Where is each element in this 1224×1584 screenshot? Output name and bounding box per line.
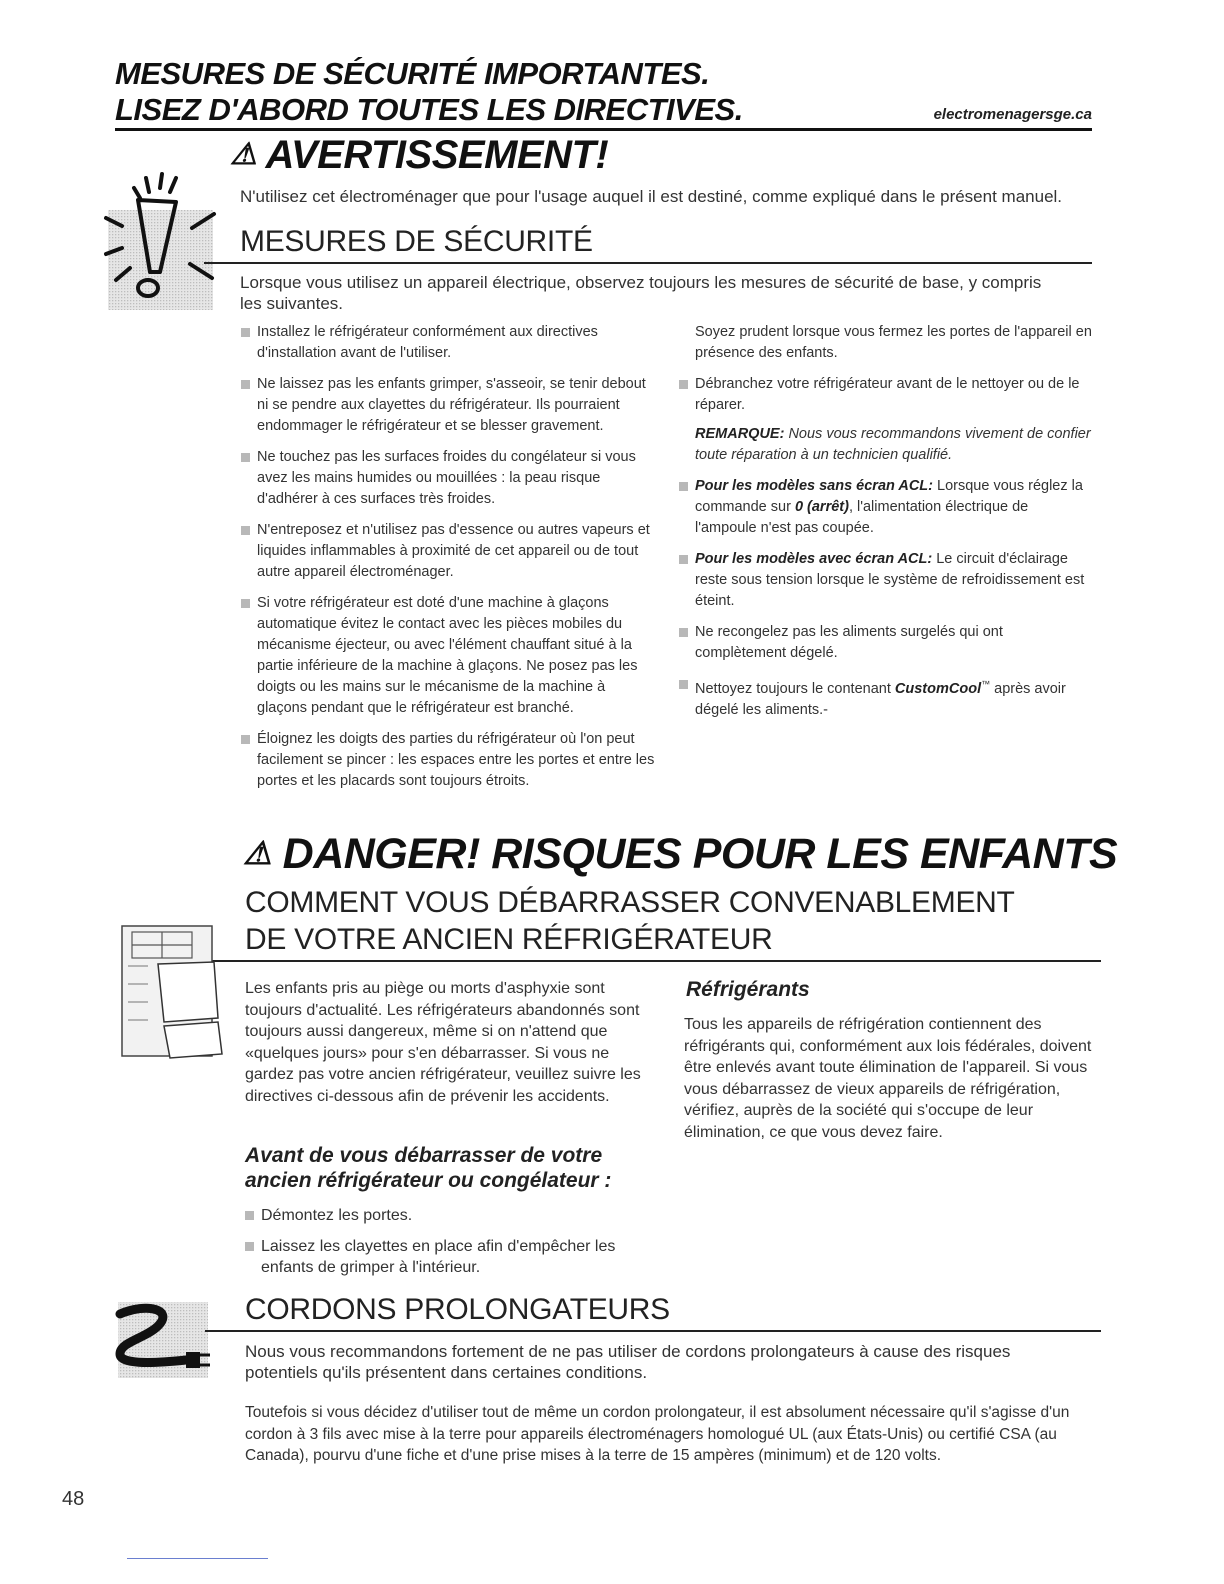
bullet-icon: [241, 526, 250, 535]
danger-body: Les enfants pris au piège ou morts d'asphyxie sont toujours d'actualité. Les réfrigérateurs abandonnés sont toujours aussi dangereux, même si on n'attend que «quelques jours» pour s'en débarrasser. Si vous ne gardez pas votre ancien réfrigérateur, veuillez suivre les directives ci-dessous afin de prévenir les accidents.: [245, 980, 641, 1105]
header-line-1: MESURES DE SÉCURITÉ IMPORTANTES.: [115, 56, 710, 91]
bullet-icon: [241, 328, 250, 337]
warning-triangle-icon: ⚠: [230, 138, 257, 171]
bullet-icon: [679, 482, 688, 491]
bullet-icon: [241, 380, 250, 389]
bullet-icon: [241, 599, 250, 608]
danger-rule: [205, 960, 1101, 962]
danger-subtitle-2: DE VOTRE ANCIEN RÉFRIGÉRATEUR: [245, 923, 773, 956]
safety-rule: [204, 262, 1092, 264]
danger-title-text: DANGER! RISQUES POUR LES ENFANTS: [282, 830, 1118, 878]
before-heading: Avant de vous débarrasser de votre ancien réfrigérateur ou congélateur :: [245, 1144, 612, 1192]
list-item: Si votre réfrigérateur est doté d'une machine à glaçons automatique évitez le contact avec les pièces mobiles du mécanisme éjecteur, ou avec l'élément chauffant situé à la partie inférieure de la machine à glaçons. Ne posez pas les doigts ou les mains sur le mécanisme de la machine à glaçons pendant que le réfrigérateur est branché.: [241, 593, 659, 719]
cords-para-2: Toutefois si vous décidez d'utiliser tout de même un cordon prolongateur, il est absolument nécessaire qu'il s'agisse d'un cordon à 3 fils avec mise à la terre pour appareils électroménagers homologué UL (aux États-Unis) ou certifié CSA (au Canada), pourvu d'une fiche et d'une prise mises à la terre de 15 ampères (minimum) et de 120 volts.: [245, 1404, 1070, 1464]
list-item: N'entreposez et n'utilisez pas d'essence ou autres vapeurs et liquides inflammables à proximité de cet appareil ou de tout autre appareil électroménager.: [241, 520, 659, 583]
danger-title: [243, 830, 1117, 879]
refrigerants-body: Tous les appareils de réfrigération contiennent des réfrigérants qui, conformément aux lois fédérales, doivent être enlevés avant toute élimination de l'appareil. Si vous vous débarrassez de vieux appareils de réfrigération, vérifiez, auprès de la société qui s'occupe de leur élimination, ce que vous devez faire.: [684, 1016, 1092, 1141]
bullet-icon: [679, 555, 688, 564]
list-item: Laissez les clayettes en place afin d'empêcher les enfants de grimper à l'intérieur.: [245, 1236, 665, 1278]
bullet-icon: [679, 680, 688, 689]
list-item: Ne recongelez pas les aliments surgelés qui ont complètement dégelé.: [679, 622, 1092, 664]
list-item: Démontez les portes.: [245, 1205, 665, 1226]
website-link[interactable]: electromenagersge.ca: [933, 106, 1092, 123]
cords-rule: [205, 1330, 1101, 1332]
footer-line: [127, 1558, 268, 1559]
warning-title-text: AVERTISSEMENT!: [265, 133, 609, 177]
warning-title: [230, 133, 608, 178]
danger-triangle-icon: ⚠: [243, 835, 272, 871]
list-item: Pour les modèles sans écran ACL: Lorsque vous réglez la commande sur 0 (arrêt), l'alimentation électrique de l'ampoule n'est pas coupée.: [679, 476, 1092, 539]
bullet-icon: [245, 1242, 254, 1251]
safety-left-list: [241, 322, 659, 802]
bullet-icon: [679, 380, 688, 389]
list-item: Nettoyez toujours le contenant CustomCool™ après avoir dégelé les aliments.-: [679, 674, 1092, 721]
refrigerants-heading: Réfrigérants: [686, 978, 810, 1001]
list-item: Débranchez votre réfrigérateur avant de le nettoyer ou de le réparer. REMARQUE: Nous vous recommandons vivement de confier toute réparation à un technicien qualifié.: [679, 374, 1092, 466]
old-refrigerator-icon: [118, 922, 233, 1062]
safety-right-list: [679, 322, 1092, 731]
list-item: Ne touchez pas les surfaces froides du congélateur si vous avez les mains humides ou mouillées : la peau risque d'adhérer à ces surfaces très froides.: [241, 447, 659, 510]
header-rule: [115, 128, 1092, 131]
list-item: Installez le réfrigérateur conformément aux directives d'installation avant de l'utiliser.: [241, 322, 659, 364]
header-line-2: LISEZ D'ABORD TOUTES LES DIRECTIVES.: [115, 92, 743, 127]
list-item: Pour les modèles avec écran ACL: Le circuit d'éclairage reste sous tension lorsque le système de refroidissement est éteint.: [679, 549, 1092, 612]
danger-subtitle-1: COMMENT VOUS DÉBARRASSER CONVENABLEMENT: [245, 886, 1015, 919]
list-item: Soyez prudent lorsque vous fermez les portes de l'appareil en présence des enfants.: [695, 324, 1092, 361]
safety-title: MESURES DE SÉCURITÉ: [240, 225, 593, 258]
extension-cord-icon: [108, 1298, 218, 1382]
bullet-icon: [241, 453, 250, 462]
exclamation-splash-icon: [100, 168, 230, 310]
cords-title: CORDONS PROLONGATEURS: [245, 1293, 670, 1326]
bullet-icon: [241, 735, 250, 744]
before-list: [245, 1205, 665, 1288]
note: REMARQUE: Nous vous recommandons vivement de confier toute réparation à un technicien qualifié.: [695, 426, 1091, 463]
safety-intro: Lorsque vous utilisez un appareil électrique, observez toujours les mesures de sécurité de base, y compris les suivantes.: [240, 273, 1042, 313]
warning-intro: N'utilisez cet électroménager que pour l'usage auquel il est destiné, comme expliqué dans le présent manuel.: [240, 187, 1063, 206]
page-number: 48: [62, 1488, 85, 1510]
list-item: Éloignez les doigts des parties du réfrigérateur où l'on peut facilement se pincer : les espaces entre les portes et entre les portes et les placards sont toujours étroits.: [241, 729, 659, 792]
bullet-icon: [679, 628, 688, 637]
list-item: Ne laissez pas les enfants grimper, s'asseoir, se tenir debout ni se pendre aux clayettes du réfrigérateur. Ils pourraient endommager le réfrigérateur et se blesser gravement.: [241, 374, 659, 437]
bullet-icon: [245, 1211, 254, 1220]
cords-para-1: Nous vous recommandons fortement de ne pas utiliser de cordons prolongateurs à cause des risques potentiels qu'ils présentent dans certaines conditions.: [245, 1342, 1011, 1382]
